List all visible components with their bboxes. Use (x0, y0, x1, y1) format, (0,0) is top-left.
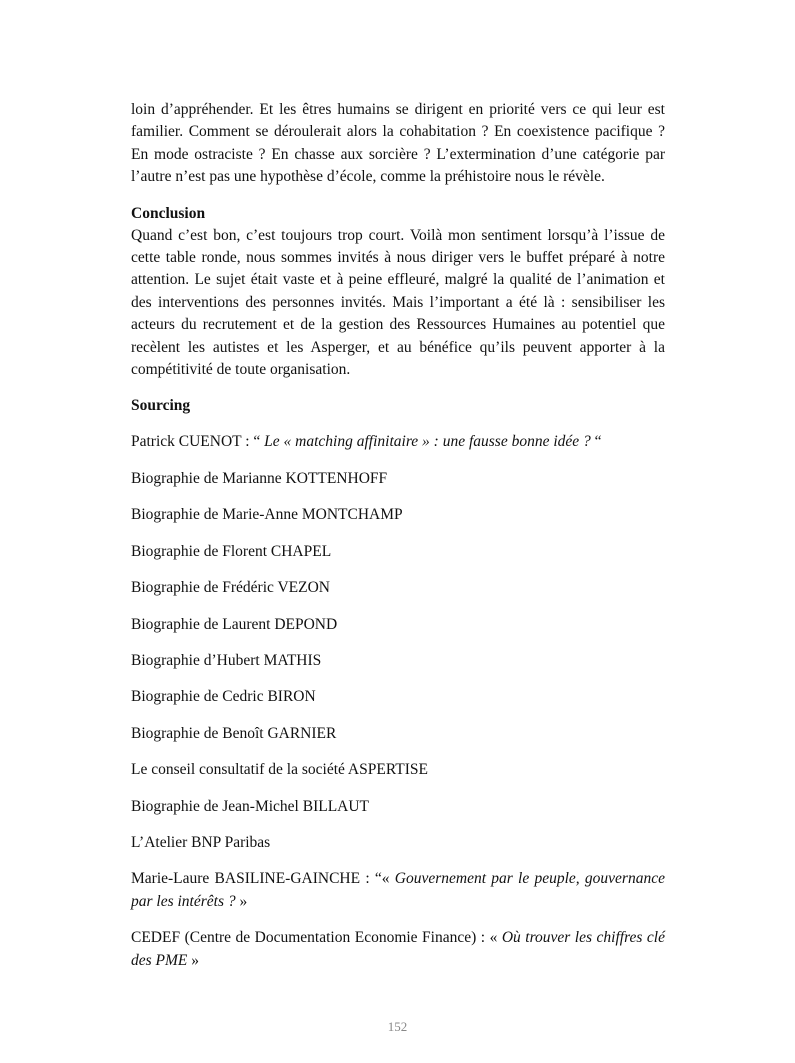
source-cuenot (131, 431, 665, 453)
conclusion-paragraph: Quand c’est bon, c’est toujours trop court. Voilà mon sentiment lorsqu’à l’issue de cette table ronde, nous sommes invités à nous diriger vers le buffet préparé à notre attention. Le sujet était vaste et à peine effleuré, malgré la qualité de l’animation et des interventions des personnes invités. Mais l’important a été là : sensibiliser les acteurs du recrutement et de la gestion des Ressources Humaines au potentiel que recèlent les autistes et les Asperger, et au bénéfice qu’ils peuvent apporter à la compétitivité de toute organisation. (131, 226, 665, 379)
source-item: Biographie de Cedric BIRON (131, 688, 316, 706)
source-basiline-suffix: » (235, 892, 248, 910)
source-item: Biographie de Marie-Anne MONTCHAMP (131, 506, 403, 524)
source-cedef (131, 927, 665, 972)
source-cedef-prefix: CEDEF (Centre de Documentation Economie Finance) : « (131, 929, 502, 947)
source-cuenot-prefix: Patrick CUENOT : “ (131, 433, 265, 451)
conclusion-heading: Conclusion (131, 204, 206, 222)
intro-paragraph: loin d’appréhender. Et les êtres humains se dirigent en priorité vers ce qui leur est familier. Comment se déroulerait alors la cohabitation ? En coexistence pacifique ? En mode ostraciste ? En chasse aux sorcière ? L’extermination d’une catégorie par l’autre n’est pas une hypothèse d’école, comme la préhistoire nous le révèle. (131, 101, 665, 186)
source-basiline-title: Gouvernement par le peuple, gouvernance par les intérêts ? (131, 870, 665, 910)
sourcing-heading: Sourcing (131, 397, 191, 415)
source-item: Le conseil consultatif de la société ASPERTISE (131, 761, 428, 779)
source-item: Biographie de Marianne KOTTENHOFF (131, 469, 388, 487)
source-item: Biographie d’Hubert MATHIS (131, 651, 322, 669)
source-cuenot-title: Le « matching affinitaire » : une fausse bonne idée ? (264, 433, 591, 451)
source-item: Biographie de Benoît GARNIER (131, 724, 337, 742)
source-cedef-suffix: » (187, 951, 200, 969)
source-cuenot-suffix: “ (590, 433, 602, 451)
source-cedef-title: Où trouver les chiffres clé des PME (131, 929, 665, 969)
source-basiline-prefix: Marie-Laure BASILINE-GAINCHE : “« (131, 870, 395, 888)
source-item: L’Atelier BNP Paribas (131, 833, 271, 851)
source-item: Biographie de Laurent DEPOND (131, 615, 338, 633)
source-item: Biographie de Florent CHAPEL (131, 542, 332, 560)
document-page (131, 99, 665, 986)
page-number: 152 (387, 1019, 408, 1034)
source-basiline (131, 868, 665, 913)
source-item: Biographie de Frédéric VEZON (131, 579, 331, 597)
source-item: Biographie de Jean-Michel BILLAUT (131, 797, 370, 815)
